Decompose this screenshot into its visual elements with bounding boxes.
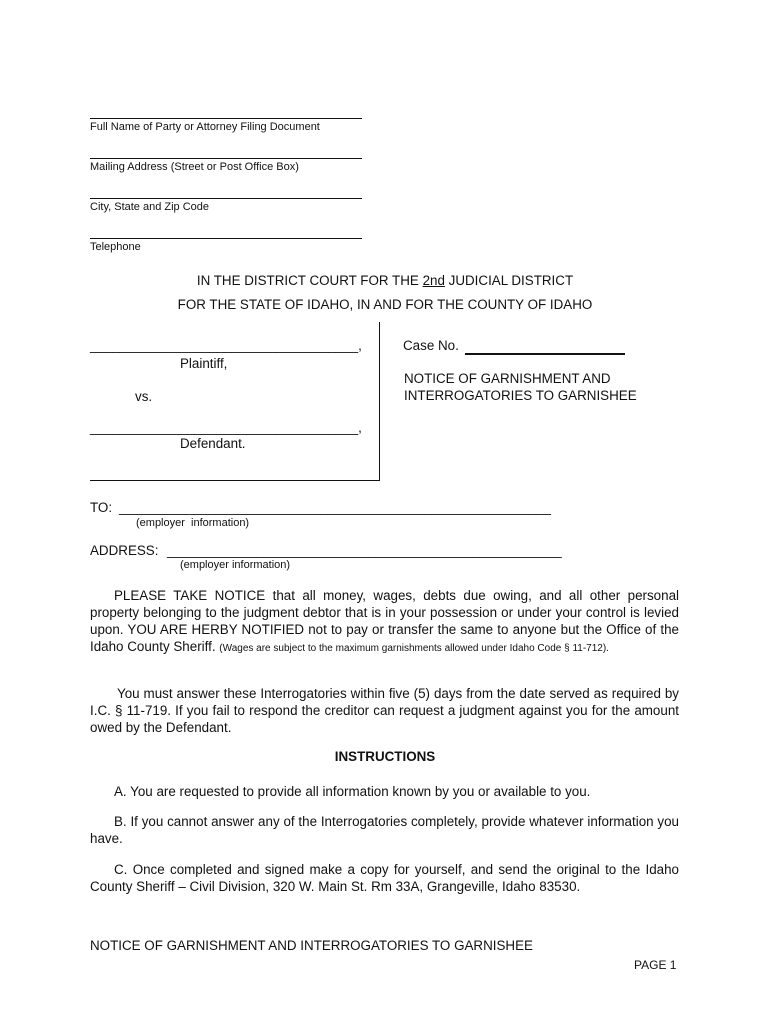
doc-title-line2: INTERROGATORIES TO GARNISHEE	[404, 388, 637, 403]
mailing-address-label: Mailing Address (Street or Post Office Box)	[90, 161, 299, 173]
defendant-label: Defendant.	[180, 436, 246, 451]
caption-box-vertical	[379, 322, 380, 481]
page-number: PAGE 1	[634, 958, 677, 972]
to-line[interactable]: __________________________________________________________	[119, 500, 551, 515]
address-line[interactable]: _____________________________________________________	[167, 543, 562, 558]
notice-p1-main: PLEASE TAKE NOTICE that all money, wages, debts due owing, and all other personal property belonging to the judgment debtor that is in your possession or under your control is levied upon. YOU ARE HERBY NOTIFIED not to pay or transfer the same to anyone but the Office of the Idaho County Sheriff.	[90, 588, 679, 654]
plaintiff-line[interactable]: ____________________________________,	[90, 338, 362, 353]
notice-p1-small: (Wages are subject to the maximum garnishments allowed under Idaho Code § 11-712).	[219, 643, 609, 654]
case-number-line[interactable]	[465, 353, 625, 355]
plaintiff-label: Plaintiff,	[180, 356, 228, 371]
vs-label: vs.	[135, 389, 153, 404]
telephone-line[interactable]	[90, 238, 362, 239]
mailing-address-line[interactable]	[90, 158, 362, 159]
defendant-line[interactable]: ____________________________________,	[90, 420, 362, 435]
footer-title: NOTICE OF GARNISHMENT AND INTERROGATORIES TO GARNISHEE	[90, 938, 533, 953]
court-line1-prefix: IN THE DISTRICT COURT FOR THE	[196, 273, 419, 288]
name-line[interactable]	[90, 118, 362, 119]
court-heading-line2: FOR THE STATE OF IDAHO, IN AND FOR THE COUNTY OF IDAHO	[177, 297, 593, 312]
court-district: 2nd	[422, 273, 445, 288]
caption-box-bottom	[90, 480, 380, 481]
instruction-a: A. You are requested to provide all information known by you or available to you.	[114, 784, 591, 799]
city-line[interactable]	[90, 198, 362, 199]
notice-paragraph-1	[90, 587, 679, 657]
to-label: TO:	[90, 500, 113, 515]
court-line1-suffix: JUDICIAL DISTRICT	[448, 273, 574, 288]
case-number-label: Case No.	[403, 338, 459, 353]
doc-title-line1: NOTICE OF GARNISHMENT AND	[404, 371, 611, 386]
city-label: City, State and Zip Code	[90, 201, 210, 213]
court-heading-line1	[0, 273, 770, 288]
instruction-b: B. If you cannot answer any of the Interrogatories completely, provide whatever information you have.	[90, 814, 679, 846]
instructions-heading: INSTRUCTIONS	[334, 749, 436, 764]
to-hint: (employer information)	[136, 517, 250, 529]
notice-paragraph-2: You must answer these Interrogatories within five (5) days from the date served as required by I.C. § 11-719. If you fail to respond the creditor can request a judgment against you for the amount owed by the Defendant.	[90, 686, 679, 735]
instruction-c: C. Once completed and signed make a copy for yourself, and send the original to the Idaho County Sheriff – Civil Division, 320 W. Main St. Rm 33A, Grangeville, Idaho 83530.	[90, 862, 679, 894]
address-hint: (employer information)	[180, 559, 291, 571]
telephone-label: Telephone	[90, 241, 141, 253]
address-label: ADDRESS:	[90, 543, 159, 558]
name-label: Full Name of Party or Attorney Filing Document	[90, 121, 320, 133]
